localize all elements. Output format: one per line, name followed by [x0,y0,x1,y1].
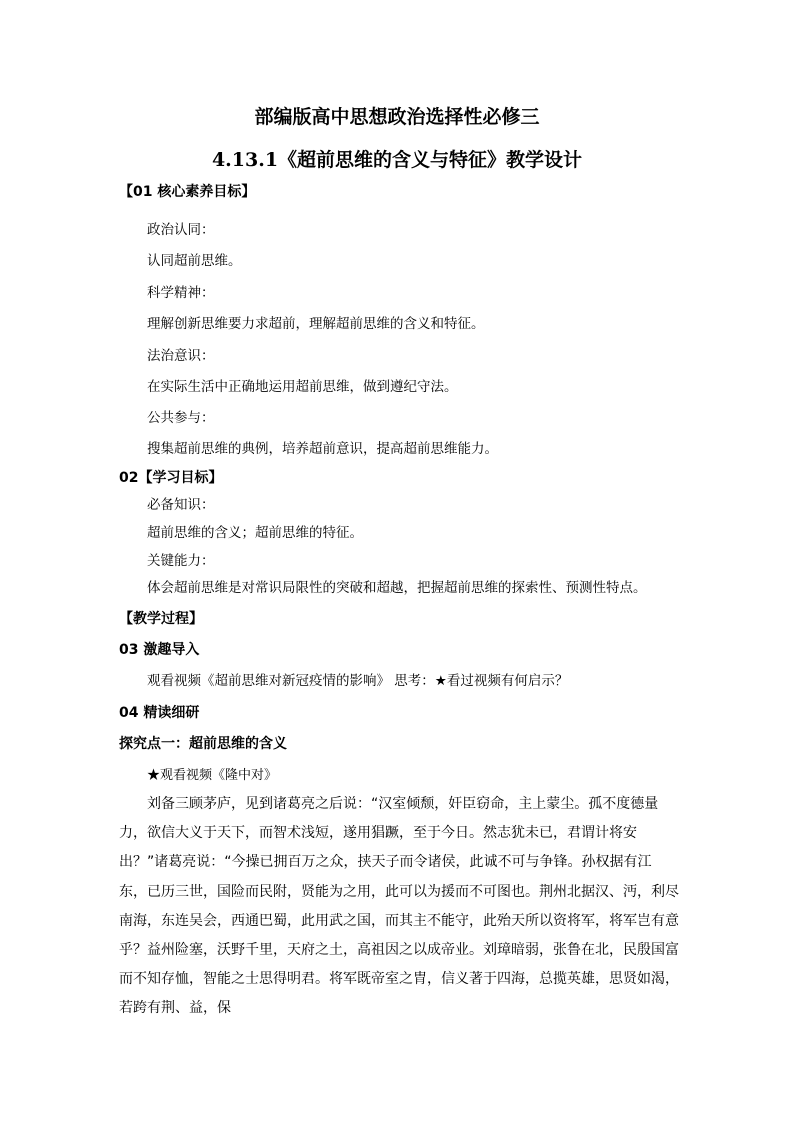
section-heading-intro: 03 激趣导入 [119,642,200,658]
goal-line: 科学精神： [147,285,215,301]
section-heading-reading: 04 精读细研 [119,705,200,721]
goal-line: 搜集超前思维的典例，培养超前意识，提高超前思维能力。 [147,441,498,457]
learning-goal-line: 超前思维的含义；超前思维的特征。 [147,525,363,541]
document-subtitle: 4.13.1《超前思维的含义与特征》教学设计 [211,149,583,171]
goal-line: 法治意识： [147,348,215,364]
section-heading-learning-goals: 02【学习目标】 [119,470,223,486]
section-heading-teaching-process: 【教学过程】 [119,611,203,627]
section-heading-core-literacy: 【01 核心素养目标】 [119,184,256,200]
passage-text: 刘备三顾茅庐，见到诸葛亮之后说：“汉室倾颓，奸臣窃命，主上蒙尘。孤不度德量力，欲信大义于天下，而智术浅短，遂用猖蹶，至于今日。然志犹未已，君谓计将安出？”诸葛亮说：“今操已拥百万之众，挟天子而令诸侯，此诚不可与争锋。孙权据有江东，已历三世，国险而民附，贤能为之用，此可以为援而不可图也。荆州北据汉、沔，利尽南海，东连吴会，西通巴蜀，此用武之国，而其主不能守，此殆天所以资将军，将军岂有意乎？益州险塞，沃野千里，天府之土，高祖因之以成帝业。刘璋暗弱，张鲁在北，民殷国富而不知存恤，智能之士思得明君。将军既帝室之胄，信义著于四海，总揽英雄，思贤如渴，若跨有荆、益，保 [119,796,679,1017]
goal-line: 政治认同： [147,222,215,238]
goal-line: 在实际生活中正确地运用超前思维，做到遵纪守法。 [147,379,458,395]
intro-line: 观看视频《超前思维对新冠疫情的影响》 思考：★看过视频有何启示？ [147,673,569,689]
goal-line: 理解创新思维要力求超前，理解超前思维的含义和特征。 [147,316,485,332]
passage-paragraph [119,790,679,1024]
learning-goal-line: 必备知识： [147,497,215,513]
video-prompt: ★观看视频《隆中对》 [147,768,278,783]
goal-line: 认同超前思维。 [147,253,242,269]
learning-goal-line: 体会超前思维是对常识局限性的突破和超越，把握超前思维的探索性、预测性特点。 [147,580,647,596]
learning-goal-line: 关键能力： [147,553,215,569]
document-title: 部编版高中思想政治选择性必修三 [254,106,540,128]
section-heading-inquiry-one: 探究点一：超前思维的含义 [119,736,287,752]
goal-line: 公共参与： [147,410,215,426]
